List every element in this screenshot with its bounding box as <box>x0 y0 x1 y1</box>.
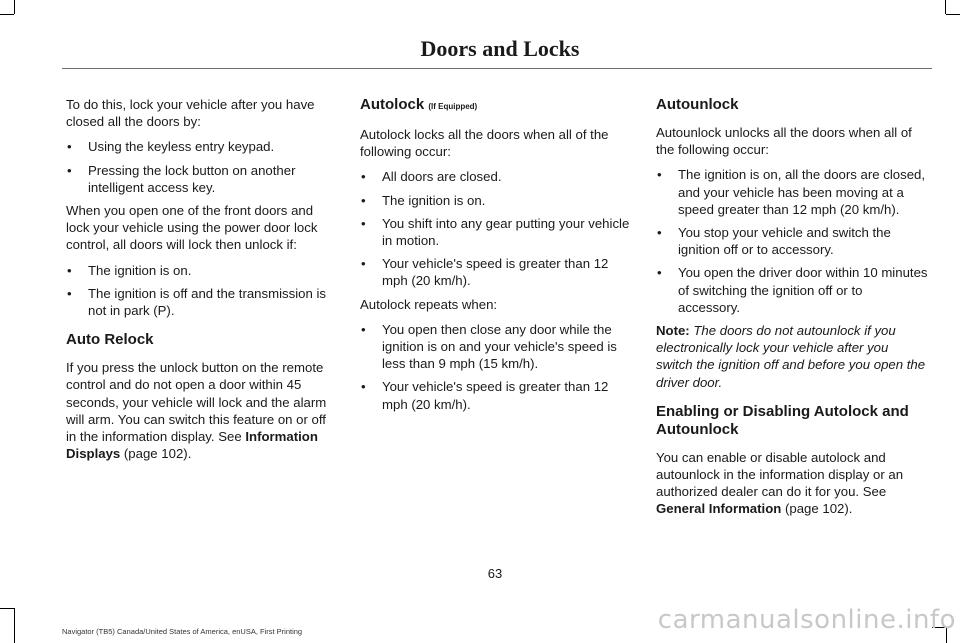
paragraph: When you open one of the front doors and lock your vehicle using the power door lock control, all doors will lock then unlock if: <box>66 203 318 253</box>
watermark: carmanualsonline.info <box>657 605 956 635</box>
list-item: • The ignition is on. <box>67 262 192 278</box>
column-1 <box>66 96 338 470</box>
note-text: The doors do not autounlock if you electronically lock your vehicle after you switch the ignition off and before you open the driver door. <box>656 323 926 390</box>
bullet-list <box>66 262 338 320</box>
paragraph: Autolock locks all the doors when all of the following occur: <box>360 127 609 160</box>
crop-mark <box>14 0 15 14</box>
list-item: • The ignition is off and the transmission is not in park (P). <box>67 285 326 319</box>
list-item: • All doors are closed. <box>361 169 502 185</box>
cross-reference-link[interactable]: General Information <box>656 501 782 517</box>
paragraph: To do this, lock your vehicle after you have closed all the doors by: <box>66 97 315 130</box>
paragraph: Autolock repeats when: <box>360 296 498 312</box>
crop-mark <box>0 14 14 15</box>
list-item: • Your vehicle's speed is greater than 12 mph (20 km/h). <box>361 256 609 289</box>
note-label: Note: <box>656 323 690 339</box>
edition-footer: Navigator (TB5) Canada/United States of America, enUSA, First Printing <box>62 627 303 636</box>
crop-mark <box>14 608 15 643</box>
section-heading: Autolock (If Equipped) <box>360 96 478 113</box>
bullet-list <box>66 138 338 196</box>
list-item: • The ignition is on, all the doors are closed, and your vehicle has been moving at a speed greater than 12 mph (20 km/h). <box>657 167 926 217</box>
column-3 <box>656 96 928 526</box>
list-item: • Your vehicle's speed is greater than 12 mph (20 km/h). <box>361 379 609 412</box>
crop-mark <box>946 14 960 15</box>
section-heading: Autounlock <box>656 96 739 113</box>
paragraph: Autounlock unlocks all the doors when all of the following occur: <box>656 125 912 158</box>
crop-mark <box>945 0 946 14</box>
section-heading: Enabling or Disabling Autolock and Autounlock <box>656 402 909 438</box>
header-divider <box>62 68 932 69</box>
list-item: • You open the driver door within 10 minutes of switching the ignition off or to accessory. <box>657 265 928 315</box>
column-2 <box>360 96 632 419</box>
note-paragraph <box>656 322 928 391</box>
list-item: • The ignition is on. <box>361 192 486 208</box>
cross-reference-link[interactable]: Information Displays <box>66 429 318 462</box>
page-title: Doors and Locks <box>420 36 580 61</box>
section-heading: Auto Relock <box>66 331 154 349</box>
page-number: 63 <box>487 566 503 581</box>
list-item: • You shift into any gear putting your vehicle in motion. <box>361 215 630 249</box>
bullet-list <box>656 166 928 316</box>
list-item: • Pressing the lock button on another intelligent access key. <box>67 162 296 195</box>
list-item: • You stop your vehicle and switch the ignition off or to accessory. <box>657 225 891 258</box>
bullet-list <box>360 168 632 289</box>
paragraph: You can enable or disable autolock and autounlock in the information display or an authorized dealer can do it for you. See General Information (page 102). <box>656 449 904 517</box>
crop-mark <box>0 608 14 609</box>
list-item: • Using the keyless entry keypad. <box>67 139 275 155</box>
paragraph: If you press the unlock button on the remote control and do not open a door within 45 seconds, your vehicle will lock and the alarm will arm. You can switch this feature on or off in the information display. See Information Displays (page 102). <box>66 360 327 462</box>
bullet-list <box>360 321 632 413</box>
list-item: • You open then close any door while the ignition is on and your vehicle's speed is less than 9 mph (15 km/h). <box>361 321 617 372</box>
